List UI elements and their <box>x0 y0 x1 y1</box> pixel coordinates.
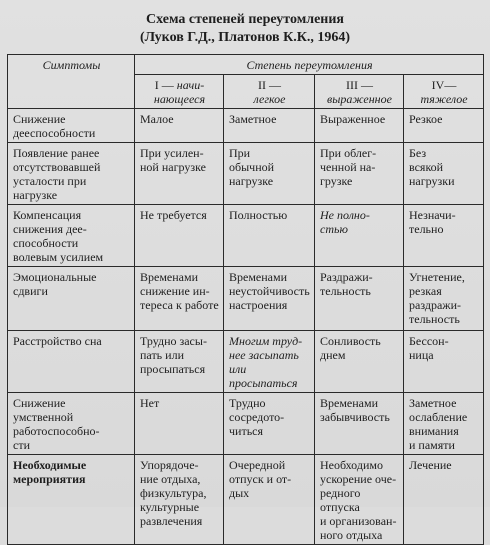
degree-4-cell <box>404 267 484 331</box>
symptom-cell <box>8 143 135 205</box>
degree-4-cell <box>404 331 484 393</box>
degree-3-cell <box>315 393 404 455</box>
cell-text-line: Незначи- <box>409 208 456 222</box>
degree-2-cell <box>224 109 315 143</box>
degree-3-cell <box>315 143 404 205</box>
cell-text-line: редного отпуска <box>320 486 361 514</box>
cell-text-line: усталости при <box>13 174 87 188</box>
cell-text-line: Нет <box>140 396 160 410</box>
cell-text-line: тельно <box>409 222 444 236</box>
symptom-cell <box>8 205 135 267</box>
cell-text-line: настроения <box>229 298 288 312</box>
cell-text-line: Временами <box>320 396 379 410</box>
cell-text-line: Угнетение, <box>409 270 465 284</box>
header-degree-2: II — легкое <box>224 75 315 109</box>
cell-text-line: обычной <box>229 160 275 174</box>
cell-text-line: физкультура, <box>140 486 207 500</box>
cell-text-line: тереса к работе <box>140 298 219 312</box>
cell-text-line: нагрузки <box>409 174 455 188</box>
cell-text-line: нагрузке <box>229 174 274 188</box>
degree-4-cell <box>404 393 484 455</box>
degree-3-cell <box>315 109 404 143</box>
cell-text-line: Полностью <box>229 208 288 222</box>
header-degree-1: I — начи- нающееся <box>135 75 224 109</box>
cell-text-line: культурные <box>140 500 200 514</box>
table-title: Схема степеней переутомления <box>145 12 345 27</box>
cell-text-line: Трудно засы- <box>140 334 207 348</box>
cell-text-line: Без <box>409 146 427 160</box>
table-subtitle: (Луков Г.Д., Платонов К.К., 1964) <box>139 30 351 45</box>
cell-text-line: забывчивость <box>320 410 390 424</box>
degree-1-cell <box>135 455 224 545</box>
degree-1-cell <box>135 109 224 143</box>
cell-text-line: Компенсация <box>13 208 82 222</box>
degree-2-cell <box>224 143 315 205</box>
cell-text-line: и организован- <box>320 514 397 528</box>
cell-text-line: стью <box>320 222 348 236</box>
cell-text-line: ница <box>409 348 434 362</box>
cell-text-line: ной нагрузке <box>140 160 206 174</box>
cell-text-line: Не требуется <box>140 208 207 222</box>
cell-text-line: тельность <box>409 312 460 326</box>
cell-text-line: читься <box>229 424 264 438</box>
cell-text-line: мероприятия <box>13 472 86 486</box>
cell-text-line: Выраженное <box>320 112 386 126</box>
cell-text-line: Появление ранее <box>13 146 100 160</box>
cell-text-line: сдвиги <box>13 284 48 298</box>
fatigue-degrees-table <box>7 54 484 545</box>
cell-text-line: внимания <box>409 424 459 438</box>
degree-1-cell <box>135 267 224 331</box>
header-symptoms: Симптомы <box>8 55 135 109</box>
cell-text-line: сти <box>13 438 30 452</box>
cell-text-line: Трудно <box>229 396 266 410</box>
header-degree-3: III — выраженное <box>315 75 404 109</box>
degree-2-cell <box>224 331 315 393</box>
cell-text-line: дееспособности <box>13 126 96 140</box>
cell-text-line: Расстройство сна <box>13 334 102 348</box>
cell-text-line: При усилен- <box>140 146 204 160</box>
symptom-cell <box>8 109 135 143</box>
cell-text-line: днем <box>320 348 346 362</box>
table-row <box>8 393 484 455</box>
symptom-cell <box>8 393 135 455</box>
cell-text-line: Не полно- <box>320 208 370 222</box>
cell-text-line: снижения дее- <box>13 222 87 236</box>
header-row-top <box>8 55 484 75</box>
table-row <box>8 143 484 205</box>
cell-text-line: нагрузке <box>13 188 58 202</box>
degree-2-cell <box>224 267 315 331</box>
degree-2-cell <box>224 455 315 545</box>
cell-text-line: отсутствовавшей <box>13 160 101 174</box>
cell-text-line: развлечения <box>140 514 203 528</box>
cell-text-line: Упорядоче- <box>140 458 199 472</box>
table-row <box>8 267 484 331</box>
degree-1-cell <box>135 205 224 267</box>
symptom-cell <box>8 455 135 545</box>
table-row <box>8 331 484 393</box>
degree-4-cell <box>404 143 484 205</box>
header-degree-4: IV— тяжелое <box>404 75 484 109</box>
header-degree: Степень переутомления <box>135 55 484 75</box>
symptom-cell <box>8 331 135 393</box>
cell-text-line: грузке <box>320 174 353 188</box>
cell-text-line: Необходимо <box>320 458 383 472</box>
cell-text-line: Раздражи- <box>320 270 373 284</box>
degree-3-cell <box>315 267 404 331</box>
cell-text-line: ние отдыха, <box>140 472 201 486</box>
cell-text-line: Сонливость <box>320 334 381 348</box>
cell-text-line: Временами <box>140 270 199 284</box>
degree-2-cell <box>224 205 315 267</box>
cell-text-line: Очередной <box>229 458 286 472</box>
cell-text-line: При <box>229 146 251 160</box>
cell-text-line: нее засыпать или <box>229 348 299 376</box>
cell-text-line: тельность <box>320 284 371 298</box>
cell-text-line: и памяти <box>409 438 455 452</box>
cell-text-line: ослабление <box>409 410 468 424</box>
degree-4-cell <box>404 455 484 545</box>
table-row <box>8 455 484 545</box>
cell-text-line: неустойчивость <box>229 284 310 298</box>
cell-text-line: просыпаться <box>229 376 298 390</box>
cell-text-line: резкая <box>409 284 442 298</box>
degree-2-cell <box>224 393 315 455</box>
degree-1-cell <box>135 331 224 393</box>
cell-text-line: Многим труд- <box>229 334 303 348</box>
table-row <box>8 205 484 267</box>
cell-text-line: Резкое <box>409 112 443 126</box>
cell-text-line: просыпаться <box>140 362 206 376</box>
cell-text-line: пать или <box>140 348 184 362</box>
degree-1-cell <box>135 393 224 455</box>
cell-text-line: дых <box>229 486 250 500</box>
cell-text-line: снижение ин- <box>140 284 210 298</box>
cell-text-line: Лечение <box>409 458 452 472</box>
degree-4-cell <box>404 109 484 143</box>
degree-3-cell <box>315 205 404 267</box>
table-body <box>8 109 484 545</box>
cell-text-line: Необходимые <box>13 458 87 472</box>
cell-text-line: Снижение <box>13 112 66 126</box>
cell-text-line: Временами <box>229 270 288 284</box>
cell-text-line: волевым усилием <box>13 250 104 264</box>
degree-4-cell <box>404 205 484 267</box>
cell-text-line: работоспособно- <box>13 424 100 438</box>
cell-text-line: сосредото- <box>229 410 285 424</box>
cell-text-line: ченной на- <box>320 160 376 174</box>
cell-text-line: ускорение оче- <box>320 472 397 486</box>
degree-3-cell <box>315 455 404 545</box>
cell-text-line: умственной <box>13 410 74 424</box>
cell-text-line: Эмоциональные <box>13 270 97 284</box>
cell-text-line: отпуск и от- <box>229 472 292 486</box>
degree-1-cell <box>135 143 224 205</box>
cell-text-line: ного отдыха <box>320 528 383 542</box>
cell-text-line: Бессон- <box>409 334 449 348</box>
cell-text-line: Заметное <box>409 396 457 410</box>
cell-text-line: Малое <box>140 112 174 126</box>
cell-text-line: способности <box>13 236 79 250</box>
table-row <box>8 109 484 143</box>
cell-text-line: При облег- <box>320 146 377 160</box>
cell-text-line: Заметное <box>229 112 277 126</box>
cell-text-line: всякой <box>409 160 444 174</box>
symptom-cell <box>8 267 135 331</box>
cell-text-line: раздражи- <box>409 298 461 312</box>
degree-3-cell <box>315 331 404 393</box>
cell-text-line: Снижение <box>13 396 66 410</box>
